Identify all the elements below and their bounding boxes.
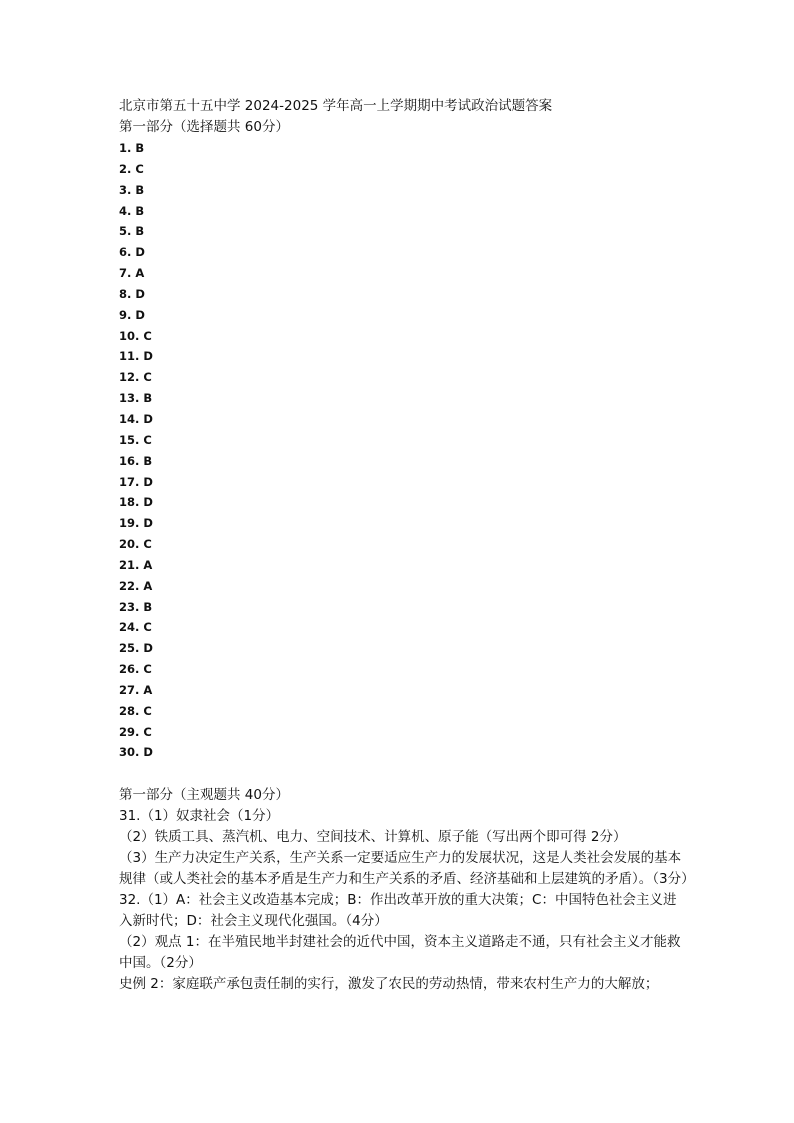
document-page	[119, 96, 695, 995]
answer-list	[119, 138, 689, 763]
answer-item: 24. C	[119, 620, 152, 635]
part1-heading: 第一部分（选择题共 60分）	[119, 119, 289, 135]
part2-heading: 第一部分（主观题共 40分）	[119, 787, 289, 804]
answer-item: 15. C	[119, 432, 152, 447]
answer-item: 8. D	[119, 286, 145, 301]
q31-part3: （3）生产力决定生产关系，生产关系一定要适应生产力的发展状况，这是人类社会发展的基本规律（或人类社会的基本矛盾是生产力和生产关系的矛盾、经济基础和上层建筑的矛盾）。（3分）	[119, 850, 695, 888]
answer-item: 17. D	[119, 474, 153, 489]
answer-item: 30. D	[119, 745, 153, 760]
answer-item: 27. A	[119, 682, 153, 697]
answer-item: 6. D	[119, 245, 145, 260]
answer-item: 19. D	[119, 516, 153, 531]
answer-item: 5. B	[119, 224, 145, 239]
q32-part2-viewpoint: （2）观点 1：在半殖民地半封建社会的近代中国，资本主义道路走不通，只有社会主义才能救中国。（2分）	[119, 934, 681, 972]
answer-item: 26. C	[119, 662, 152, 677]
section-spacer	[119, 763, 689, 785]
answer-item: 3. B	[119, 182, 145, 197]
answer-item: 16. B	[119, 453, 153, 468]
answer-item: 25. D	[119, 641, 153, 656]
q32-part1: 32.（1）A：社会主义改造基本完成；B：作出改革开放的重大决策；C：中国特色社会主义进入新时代；D：社会主义现代化强国。（4分）	[119, 892, 677, 930]
answer-item: 1. B	[119, 141, 145, 155]
q32-part2-example: 史例 2：家庭联产承包责任制的实行，激发了农民的劳动热情，带来农村生产力的大解放；	[119, 976, 659, 993]
q31-part2: （2）铁质工具、蒸汽机、电力、空间技术、计算机、原子能（写出两个即可得 2分）	[119, 829, 627, 846]
answer-item: 10. C	[119, 328, 152, 343]
answer-item: 21. A	[119, 557, 153, 572]
answer-item: 28. C	[119, 703, 152, 718]
q31-part1: 31.（1）奴隶社会（1分）	[119, 808, 280, 825]
answer-item: 12. C	[119, 370, 152, 385]
answer-item: 11. D	[119, 349, 153, 364]
answer-item: 13. B	[119, 391, 153, 406]
document-title: 北京市第五十五中学 2024-2025 学年高一上学期期中考试政治试题答案	[119, 98, 553, 114]
answer-item: 14. D	[119, 411, 153, 426]
answer-item: 23. B	[119, 599, 153, 614]
answer-item: 18. D	[119, 495, 153, 510]
answer-item: 2. C	[119, 161, 144, 176]
answer-item: 29. C	[119, 724, 152, 739]
answer-item: 22. A	[119, 578, 153, 593]
answer-item: 9. D	[119, 307, 145, 322]
answer-item: 7. A	[119, 266, 145, 281]
answer-item: 4. B	[119, 203, 145, 218]
answer-item: 20. C	[119, 537, 152, 552]
